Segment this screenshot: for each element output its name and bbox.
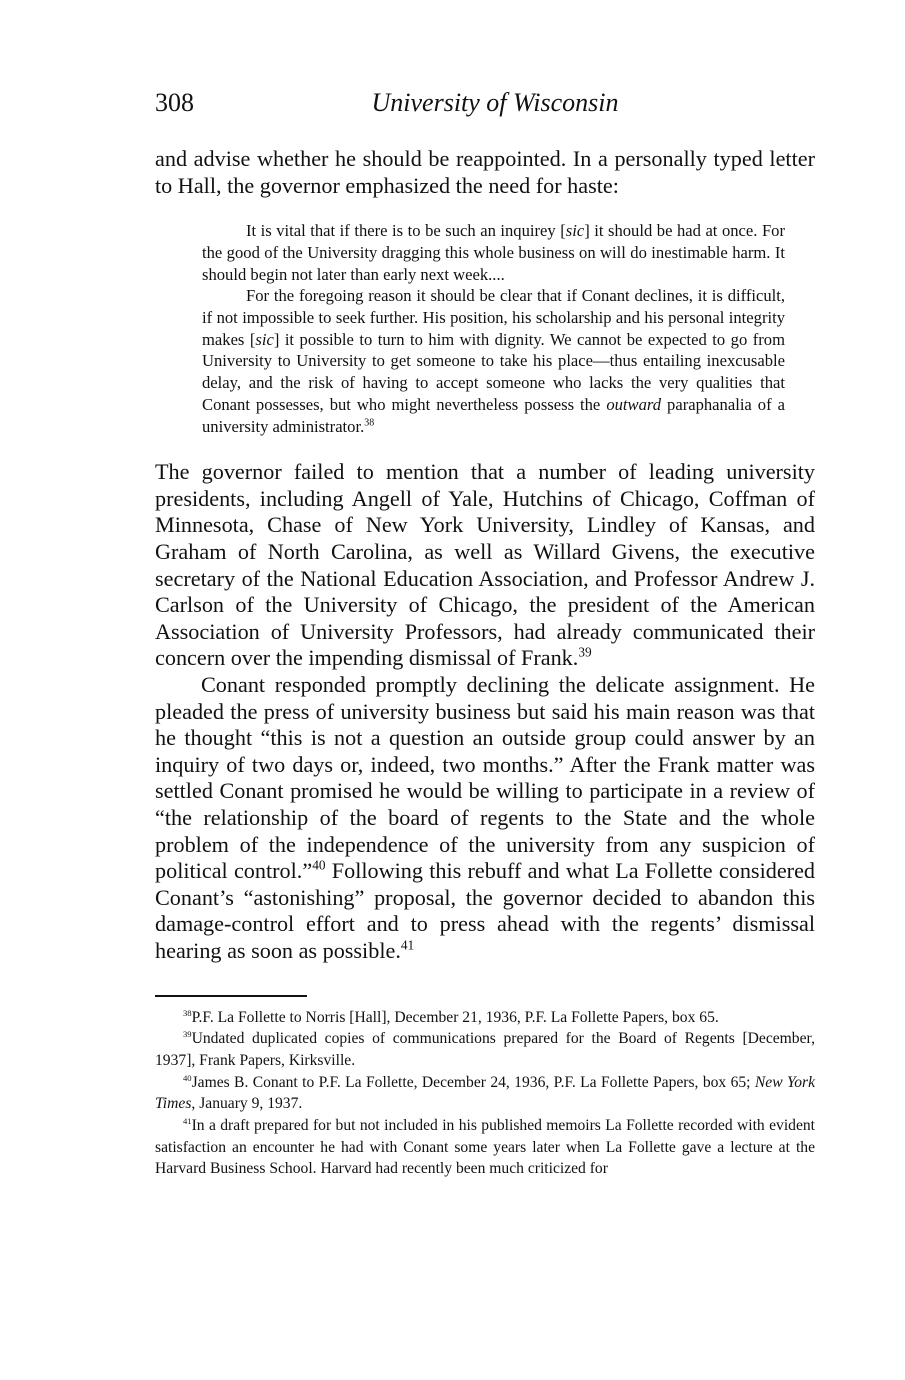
footnotes [155, 1007, 815, 1181]
footnote: $^{38}$P.F. La Follette to Norris [Hall], December 21, 1936, P.F. La Follette Papers, box 65. [183, 1007, 719, 1026]
quote-paragraph: For the foregoing reason it should be clear that if Conant declines, it is difficult, if not impossible to seek further. His position, his scholarship and his personal integrity makes [sic] it possible to turn to him with dignity. We cannot be expected to go from University to University to get someone to take his place—thus entailing inexcusable delay, and the risk of having to accept someone who lacks the very qualities that Conant possesses, but who might nevertheless possess the outward paraphanalia of a university administrator.$^{38}$ [202, 286, 785, 436]
footnote-ref: 40 [312, 857, 326, 873]
footnote-ref: 39 [578, 644, 592, 660]
running-header [155, 88, 815, 124]
body-paragraph: Conant responded promptly declining the delicate assignment. He pleaded the press of university business but said his main reason was that he thought “this is not a question an outside group could answer by an inquiry of two days or, indeed, two months.” After the Frank matter was settled Conant promised he would be willing to participate in a review of “the relationship of the board of regents to the State and the whole problem of the independence of the university from any suspicion of political control.”$^{40}$ Following this rebuff and what La Follette considered Conant’s “astonishing” proposal, the governor decided to abandon this damage-control effort and to press ahead with the regents’ dismissal hearing as soon as possible.$^{41}$ [155, 671, 816, 963]
body-paragraph: The governor failed to mention that a number of leading university presidents, including Angell of Yale, Hutchins of Chicago, Coffman of Minnesota, Chase of New York University, Lindley of Kansas, and Graham of North Carolina, as well as Willard Givens, the executive secretary of the National Education Association, and Professor Andrew J. Carlson of the University of Chicago, the president of the American Association of University Professors, had already communicated their concern over the impending dismissal of Frank.$^{39}$ [155, 459, 815, 671]
footnote-ref: 38 [364, 416, 375, 428]
quote-paragraph: It is vital that if there is to be such an inquirey [sic] it should be had at once. For the good of the University dragging this whole business on will do inestimable harm. It should begin not later than early next week.... [202, 221, 785, 284]
footnote-ref: 41 [400, 937, 415, 953]
book-page [155, 88, 815, 1180]
footnote: $^{39}$Undated duplicated copies of communications prepared for the Board of Regents [December, 1937], Frank Papers, Kirksville. [155, 1029, 815, 1069]
footnote: $^{41}$In a draft prepared for but not included in his published memoirs La Follette recorded with evident satisfaction an encounter he had with Conant some years later when La Follette gave a lecture at the Harvard Business School. Harvard had recently been much criticized for [155, 1115, 815, 1178]
lead-paragraph: and advise whether he should be reappointed. In a personally typed letter to Hall, the governor emphasized the need for haste: [155, 146, 815, 198]
block-quote [202, 220, 785, 437]
footnote: $^{40}$James B. Conant to P.F. La Follette, December 24, 1936, P.F. La Follette Papers, box 65; New York Times, January 9, 1937. [155, 1072, 815, 1113]
footnote-divider [155, 995, 307, 997]
running-title: University of Wisconsin [371, 88, 619, 117]
page-number: 308 [155, 88, 194, 117]
